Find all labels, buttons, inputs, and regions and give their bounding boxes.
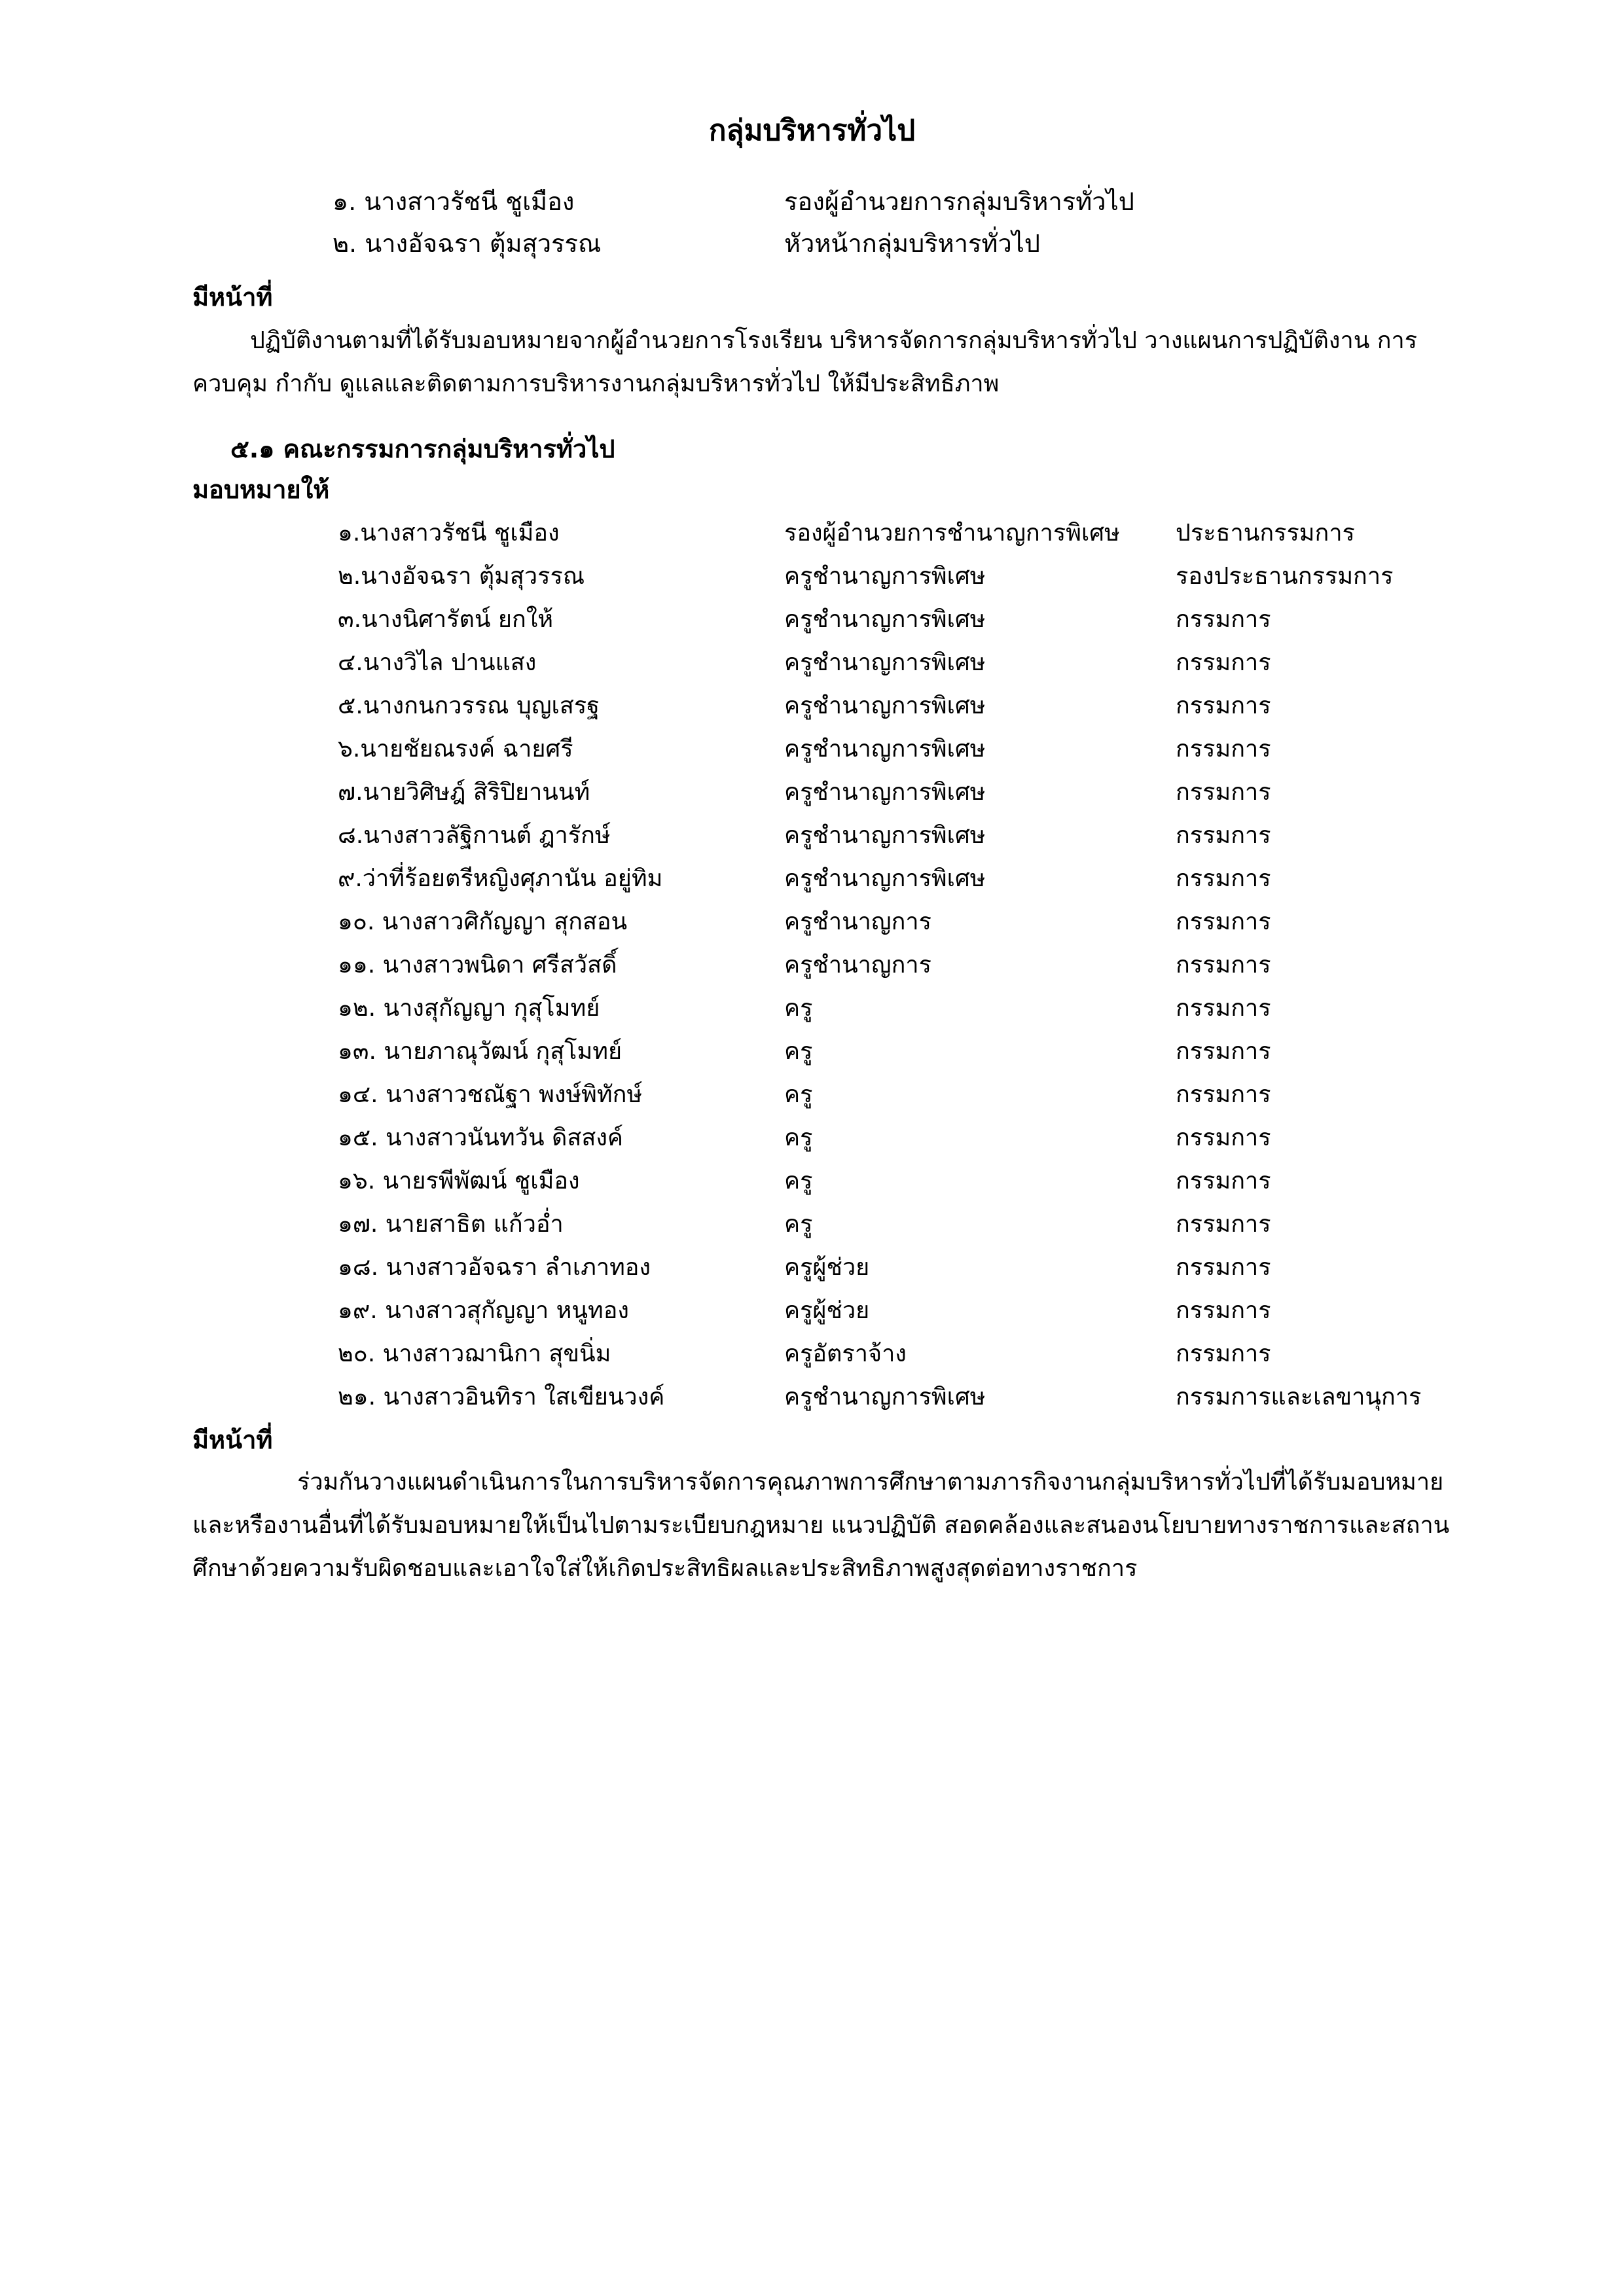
member-name: ๑๒. นางสุกัญญา กุสุโมทย์ xyxy=(338,995,600,1022)
member-position: ครู xyxy=(784,1211,813,1238)
member-name: ๑๓. นายภาณุวัฒน์ กุสุโมทย์ xyxy=(338,1038,623,1065)
member-role: กรรมการ xyxy=(1176,1297,1271,1324)
member-role: กรรมการ xyxy=(1176,1124,1271,1151)
member-role: กรรมการ xyxy=(1176,692,1271,719)
leader-name: ๒. นางอัจฉรา ตุ้มสุวรรณ xyxy=(333,229,602,258)
member-position: ครูชำนาญการ xyxy=(784,908,931,935)
member-role: รองประธานกรรมการ xyxy=(1176,563,1394,590)
member-role: กรรมการ xyxy=(1176,1211,1271,1238)
member-role: กรรมการ xyxy=(1176,995,1271,1022)
member-position: ครูชำนาญการพิเศษ xyxy=(784,563,986,590)
member-role: กรรมการ xyxy=(1176,1340,1271,1367)
member-role: ประธานกรรมการ xyxy=(1176,520,1355,547)
member-position: ครู xyxy=(784,1081,813,1108)
member-name: ๖.นายชัยณรงค์ ฉายศรี xyxy=(338,736,573,762)
member-role: กรรมการ xyxy=(1176,952,1271,978)
committee-member xyxy=(0,1160,1624,1203)
member-position: ครู xyxy=(784,1168,813,1194)
member-role: กรรมการ xyxy=(1176,908,1271,935)
member-position: ครู xyxy=(784,1124,813,1151)
member-position: ครูชำนาญการพิเศษ xyxy=(784,822,986,849)
duties-heading: มีหน้าที่ xyxy=(192,283,273,312)
page-title: กลุ่มบริหารทั่วไป xyxy=(708,114,916,147)
committee-member xyxy=(0,1117,1624,1160)
assign-heading: มอบหมายให้ xyxy=(192,475,330,504)
member-name: ๒๐. นางสาวฌานิกา สุขนิ่ม xyxy=(338,1340,611,1367)
duties-heading: มีหน้าที่ xyxy=(192,1426,273,1454)
member-name: ๑๔. นางสาวชณัฐา พงษ์พิทักษ์ xyxy=(338,1081,643,1108)
committee-member xyxy=(0,685,1624,728)
member-name: ๓.นางนิศารัตน์ ยกให้ xyxy=(338,606,554,633)
member-position: ครูชำนาญการพิเศษ xyxy=(784,865,986,892)
committee-member xyxy=(0,512,1624,555)
committee-member xyxy=(0,1073,1624,1117)
member-name: ๑๖. นายรพีพัฒน์ ชูเมือง xyxy=(338,1168,580,1194)
committee-list xyxy=(0,512,1624,1419)
member-position: ครูอัตราจ้าง xyxy=(784,1340,907,1367)
member-position: ครูชำนาญการ xyxy=(784,952,931,978)
member-position: รองผู้อำนวยการชำนาญการพิเศษ xyxy=(784,520,1120,547)
member-role: กรรมการ xyxy=(1176,779,1271,806)
member-role: กรรมการ xyxy=(1176,1254,1271,1281)
member-role: กรรมการ xyxy=(1176,1038,1271,1065)
member-name: ๑๘. นางสาวอัจฉรา ลำเภาทอง xyxy=(338,1254,651,1281)
member-role: กรรมการ xyxy=(1176,1168,1271,1194)
member-position: ครูชำนาญการพิเศษ xyxy=(784,692,986,719)
member-name: ๑๗. นายสาธิต แก้วอ่ำ xyxy=(338,1211,564,1238)
leader-row xyxy=(0,223,1624,264)
member-position: ครูชำนาญการพิเศษ xyxy=(784,606,986,633)
committee-member xyxy=(0,1030,1624,1073)
duties-paragraph: ปฏิบัติงานตามที่ได้รับมอบหมายจากผู้อำนวยการโรงเรียน บริหารจัดการกลุ่มบริหารทั่วไป วางแผนการปฏิบัติงาน การควบคุม กำกับ ดูแลและติดตามการบริหารงานกลุ่มบริหารทั่วไป ให้มีประสิทธิภาพ xyxy=(192,327,1418,397)
member-position: ครูชำนาญการพิเศษ xyxy=(784,649,986,676)
member-name: ๗.นายวิศิษฎ์ สิริปิยานนท์ xyxy=(338,779,590,806)
leader-name: ๑. นางสาวรัชนี ชูเมือง xyxy=(333,187,575,216)
committee-member xyxy=(0,1333,1624,1376)
member-name: ๑๙. นางสาวสุกัญญา หนูทอง xyxy=(338,1297,629,1324)
member-position: ครูชำนาญการพิเศษ xyxy=(784,1384,986,1410)
member-name: ๒.นางอัจฉรา ตุ้มสุวรรณ xyxy=(338,563,585,590)
member-name: ๑๕. นางสาวนันทวัน ดิสสงค์ xyxy=(338,1124,623,1151)
committee-member xyxy=(0,857,1624,901)
committee-member xyxy=(0,814,1624,857)
member-role: กรรมการและเลขานุการ xyxy=(1176,1384,1422,1410)
member-name: ๒๑. นางสาวอินทิรา ใสเขียนวงค์ xyxy=(338,1384,665,1410)
committee-member xyxy=(0,641,1624,685)
member-name: ๔.นางวิไล ปานแสง xyxy=(338,649,537,676)
member-role: กรรมการ xyxy=(1176,606,1271,633)
committee-member xyxy=(0,901,1624,944)
committee-member xyxy=(0,987,1624,1030)
member-position: ครูผู้ช่วย xyxy=(784,1297,870,1324)
member-role: กรรมการ xyxy=(1176,736,1271,762)
member-name: ๑๑. นางสาวพนิดา ศรีสวัสดิ์ xyxy=(338,952,617,978)
committee-member xyxy=(0,555,1624,598)
member-position: ครู xyxy=(784,1038,813,1065)
member-role: กรรมการ xyxy=(1176,1081,1271,1108)
leader-position: หัวหน้ากลุ่มบริหารทั่วไป xyxy=(784,229,1041,258)
member-position: ครู xyxy=(784,995,813,1022)
committee-member xyxy=(0,1203,1624,1246)
member-role: กรรมการ xyxy=(1176,865,1271,892)
member-position: ครูชำนาญการพิเศษ xyxy=(784,779,986,806)
leader-row xyxy=(0,181,1624,223)
committee-member xyxy=(0,598,1624,641)
committee-member xyxy=(0,944,1624,987)
member-name: ๑.นางสาวรัชนี ชูเมือง xyxy=(338,520,560,547)
committee-member xyxy=(0,1246,1624,1289)
member-position: ครูชำนาญการพิเศษ xyxy=(784,736,986,762)
committee-member xyxy=(0,1376,1624,1419)
member-name: ๙.ว่าที่ร้อยตรีหญิงศุภานัน อยู่ทิม xyxy=(338,865,663,892)
committee-member xyxy=(0,728,1624,771)
member-name: ๕.นางกนกวรรณ บุญเสรฐ xyxy=(338,692,600,719)
member-role: กรรมการ xyxy=(1176,649,1271,676)
member-name: ๘.นางสาวลัฐิกานต์ ฎารักษ์ xyxy=(338,822,611,849)
leader-position: รองผู้อำนวยการกลุ่มบริหารทั่วไป xyxy=(784,187,1134,216)
member-role: กรรมการ xyxy=(1176,822,1271,849)
committee-member xyxy=(0,1289,1624,1333)
member-position: ครูผู้ช่วย xyxy=(784,1254,870,1281)
committee-member xyxy=(0,771,1624,814)
member-name: ๑๐. นางสาวศิกัญญา สุกสอน xyxy=(338,908,628,935)
duties-paragraph: ร่วมกันวางแผนดำเนินการในการบริหารจัดการคุณภาพการศึกษาตามภารกิจงานกลุ่มบริหารทั่วไปที่ได้รับมอบหมายและหรืองานอื่นที่ได้รับมอบหมายให้เป็นไปตามระเบียบกฎหมาย แนวปฏิบัติ สอดคล้องและสนองนโยบายทางราชการและสถานศึกษาด้วยความรับผิดชอบและเอาใจใส่ให้เกิดประสิทธิผลและประสิทธิภาพสูงสุดต่อทางราชการ xyxy=(192,1469,1450,1582)
committee-heading: ๕.๑ คณะกรรมการกลุ่มบริหารทั่วไป xyxy=(230,435,615,463)
